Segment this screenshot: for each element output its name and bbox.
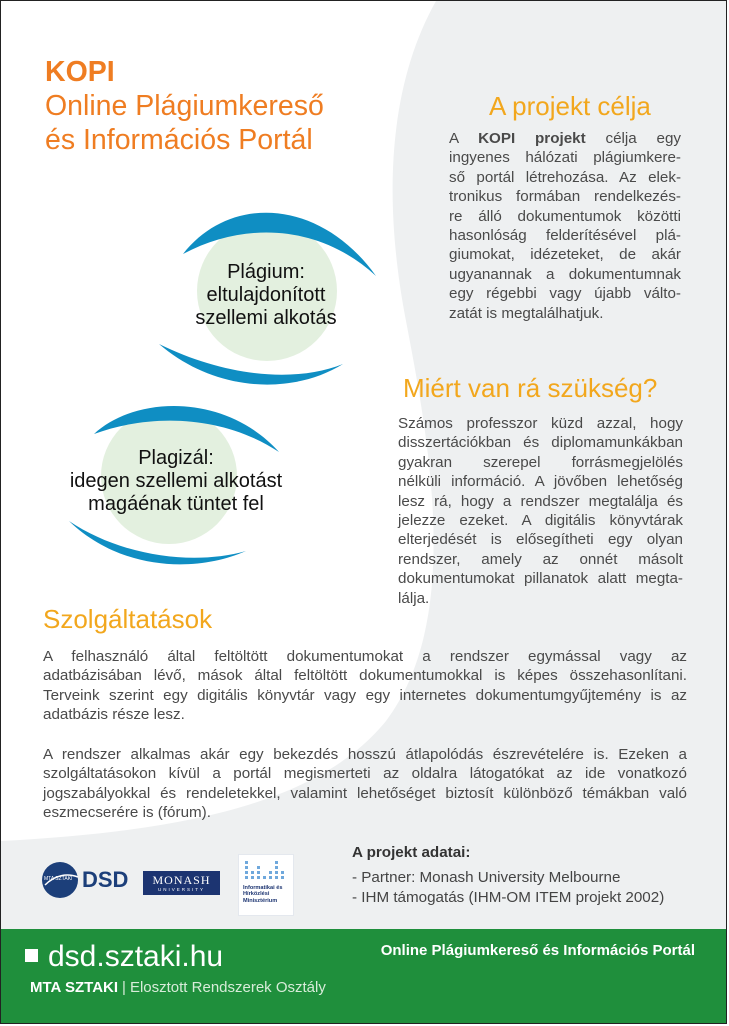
plagizal-def-line-1: idegen szellemi alkotást	[69, 470, 283, 492]
services-line: jogszabályokkal és rendeletekkel, valamint lehetőséget biztosít különböző témákban való	[43, 784, 687, 802]
ihm-line: Hírközlési	[243, 891, 270, 898]
goal-line-1-pre: A	[449, 130, 479, 147]
project-goal-line: re álló dokumentumok közötti	[449, 207, 681, 225]
project-goal-line: egy régebbi vagy újabb válto-	[449, 285, 681, 303]
why-needed-line: dokumentumokat pillanatok alatt megta-	[398, 570, 683, 588]
monash-logo-name: MONASH	[152, 873, 211, 887]
services-line: szolgáltatásokon kívül a portál megismerteti az oldalra látogatókat az ide vonatkozó	[43, 765, 687, 783]
project-goal-line-1	[449, 129, 681, 148]
plagium-def-line-1: eltulajdonított	[206, 284, 326, 306]
plagium-definition	[171, 261, 361, 330]
why-needed-line: disszertációkban és diplomamunkákban	[398, 434, 683, 452]
project-goal-line: tronikus formában rendelkezés-	[449, 188, 681, 206]
footer-portal-name: Online Plágiumkereső és Információs Portál	[380, 942, 695, 959]
why-needed-line: lálja.	[398, 589, 430, 607]
title-line-1: Online Plágiumkereső	[45, 90, 324, 122]
services-line: Terveink szerint egy digitális könyvtár vagy egy internetes dokumentumgyűjtemény is az	[43, 686, 687, 704]
goal-line-1-post: célja egy	[585, 130, 681, 147]
plagizal-term: Plagizál:	[138, 447, 214, 469]
why-needed-line: nélküli információ. A jövőben lehetőség	[398, 473, 683, 491]
ihm-line: Informatikai és	[243, 885, 283, 891]
footer-url-text[interactable]: dsd.sztaki.hu	[48, 940, 224, 973]
why-needed-line: gyakran szerepel forrásmegjelölés	[398, 453, 683, 471]
project-goal-line: ingyenes hálózati plágiumkere-	[449, 149, 681, 167]
services-line: adatbázisában lévő, mások által feltöltött dokumentumokkal is képes összehasonlítani.	[43, 667, 687, 685]
why-needed-text	[398, 414, 683, 608]
project-data-list	[352, 868, 664, 907]
why-needed-line: rendszer, amely az onnét másolt	[398, 550, 683, 568]
why-needed-line: jelezze ezeket. A digitális könyvtárak	[398, 512, 683, 530]
project-goal-line: zatát is megtalálhatjuk.	[449, 304, 604, 322]
goal-line-1-bold: KOPI projekt	[478, 130, 586, 147]
services-line: A rendszer alkalmas akár egy bekezdés hosszú átlapolódás észrevételére is. Ezeken a	[43, 746, 687, 763]
project-goal-line: giumokat, idézeteket, de akár	[449, 246, 681, 264]
title-line-2: és Információs Portál	[45, 124, 313, 156]
ihm-logo-text	[243, 885, 282, 904]
plagizal-definition	[41, 447, 311, 516]
footer-org	[30, 978, 326, 998]
project-data-item: - Partner: Monash University Melbourne	[352, 869, 621, 886]
bullet-square-icon	[25, 949, 38, 962]
why-needed-line: Számos professzor küzd azzal, hogy	[398, 415, 683, 432]
services-line: A felhasználó által feltöltött dokumentumokat a rendszer egymással vagy az	[43, 648, 687, 665]
footer-org-rest: Elosztott Rendszerek Osztály	[129, 979, 326, 996]
plagizal-def-line-2: magáénak tüntet fel	[88, 493, 264, 515]
project-goal-text	[449, 129, 681, 323]
services-paragraph-1	[43, 647, 687, 725]
dsd-logo-mta-sztaki: MTA SZTAKI	[44, 876, 73, 882]
project-goal-line: ső portál létrehozása. Az elek-	[449, 168, 681, 186]
project-data-item: - IHM támogatás (IHM-OM ITEM projekt 2002)	[352, 888, 665, 906]
plagium-term: Plágium:	[227, 261, 305, 283]
monash-logo-university: UNIVERSITY	[157, 887, 205, 892]
title-kopi: KOPI	[45, 56, 115, 88]
dsd-logo	[41, 861, 129, 899]
project-goal-line: hasonlóság felderítésével plá-	[449, 227, 681, 245]
ihm-dots-icon	[243, 859, 289, 883]
footer-url[interactable]	[25, 939, 223, 975]
services-line: eszmecserére is (fórum).	[43, 804, 211, 822]
footer-org-bold: MTA SZTAKI	[30, 979, 119, 996]
services-heading: Szolgáltatások	[43, 604, 213, 634]
dsd-logo-text: DSD	[82, 867, 129, 892]
why-needed-heading: Miért van rá szükség?	[403, 373, 658, 403]
project-data-heading: A projekt adatai:	[352, 844, 471, 861]
ihm-logo	[238, 854, 294, 916]
monash-logo	[143, 871, 220, 895]
project-goal-heading: A projekt célja	[489, 91, 651, 121]
services-paragraph-2	[43, 745, 687, 823]
plagium-def-line-2: szellemi alkotás	[195, 307, 337, 329]
project-goal-line: ugyanannak a dokumentumnak	[449, 265, 681, 283]
ihm-line: Minisztérium	[243, 897, 278, 904]
footer-org-separator: |	[122, 979, 126, 996]
services-line: adatbázis része lesz.	[43, 706, 185, 724]
footer-bar	[1, 929, 727, 1024]
why-needed-line: lesz rá, hogy a rendszer megtalálja és	[398, 492, 683, 510]
why-needed-line: elterjedését is elősegítheti egy olyan	[398, 531, 683, 549]
